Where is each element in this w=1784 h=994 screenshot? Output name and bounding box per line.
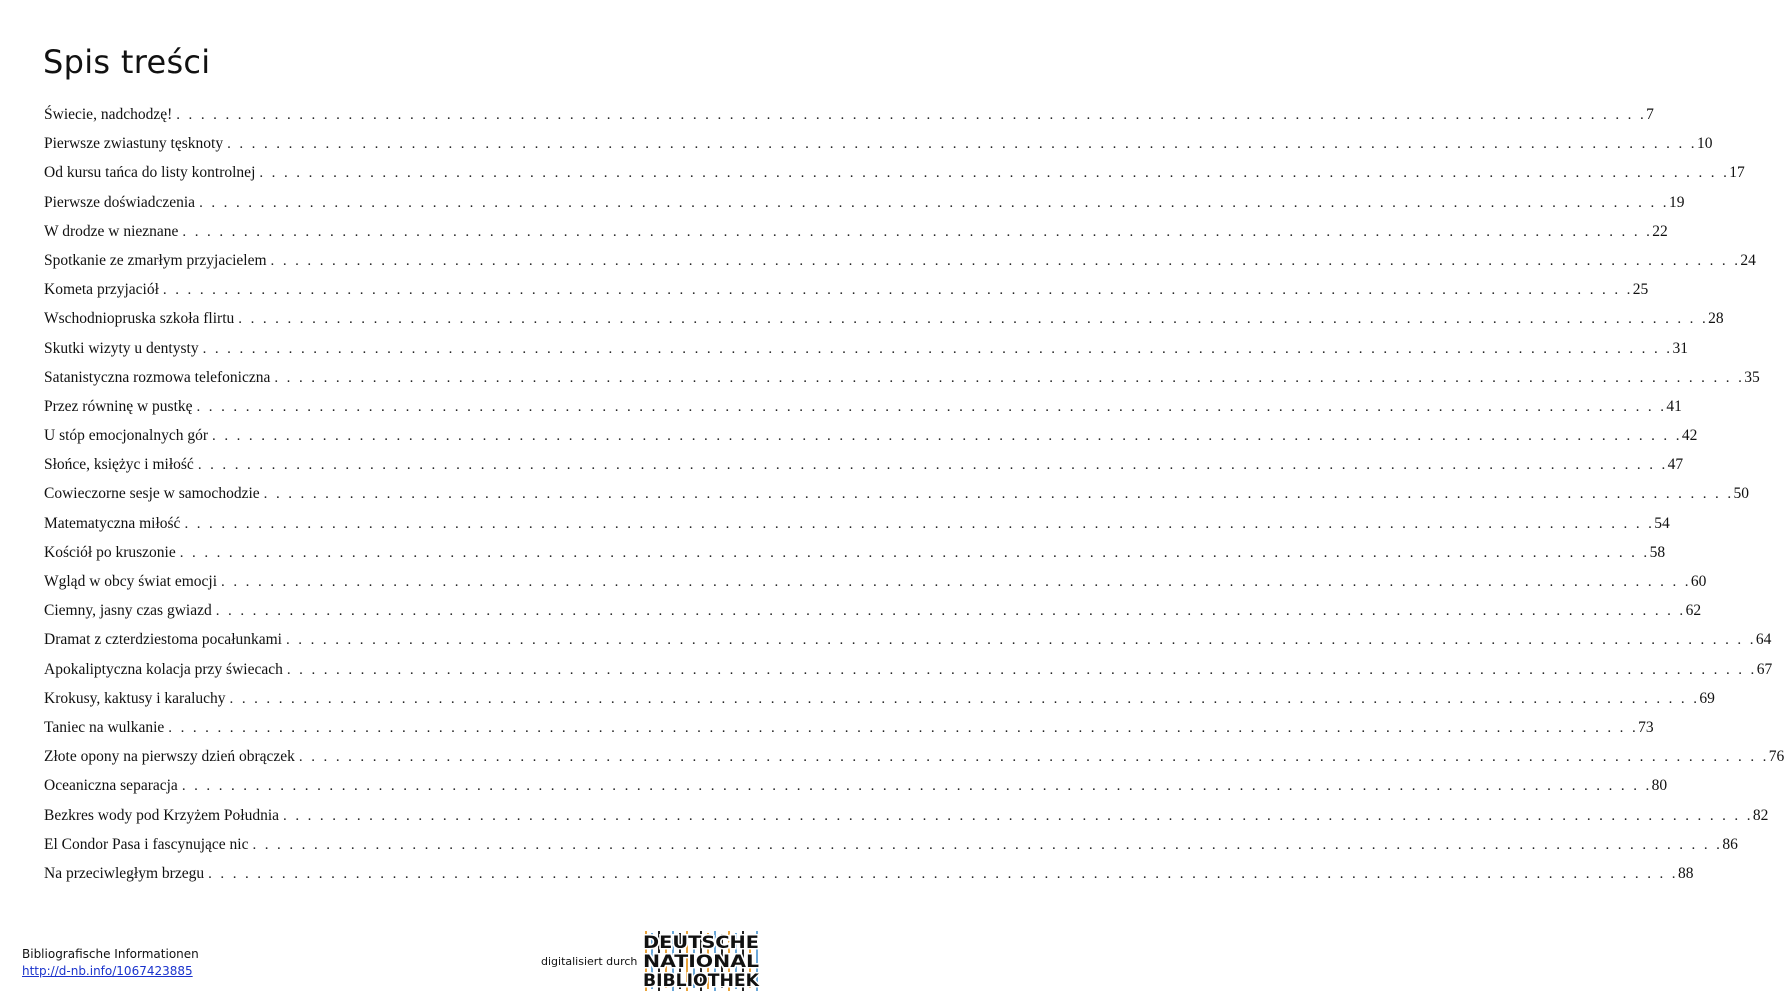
bibliographic-label: Bibliografische Informationen (22, 947, 199, 961)
toc-entry-title: Krokusy, kaktusy i karaluchy (44, 689, 226, 707)
toc-leader-dots: . . . . . . . . . . . . . . . . . . . . . . . . . . . . . . . . . . . . . . . . . . . . . . . . . . . . . . . . . . . . . . . . . . . . . . . . . . . . . . . . . . . . . . . . . . . . . . . . . . . . . . . . . . . . . . . . . . . . . . . . (227, 136, 1697, 153)
toc-leader-dots: . . . . . . . . . . . . . . . . . . . . . . . . . . . . . . . . . . . . . . . . . . . . . . . . . . . . . . . . . . . . . . . . . . . . . . . . . . . . . . . . . . . . . . . . . . . . . . . . . . . . . . . . . . . . . . . . . . . . . . . . (202, 340, 1673, 357)
toc-entry-page: 54 (1654, 514, 1670, 532)
toc-entry-page: 60 (1690, 573, 1707, 590)
toc-entry (44, 106, 1654, 135)
toc-entry-page: 42 (1681, 427, 1698, 445)
toc-entry (44, 718, 1654, 748)
toc-entry-page: 76 (1768, 748, 1784, 766)
bibliographic-info (22, 946, 199, 980)
table-of-contents (44, 106, 1784, 894)
toc-entry-title: Wschodniopruska szkoła flirtu (44, 310, 235, 328)
toc-entry (44, 835, 1738, 865)
toc-entry-title: U stóp emocjonalnych gór (44, 427, 209, 445)
toc-entry-page: 82 (1752, 806, 1769, 824)
toc-leader-dots: . . . . . . . . . . . . . . . . . . . . . . . . . . . . . . . . . . . . . . . . . . . . . . . . . . . . . . . . . . . . . . . . . . . . . . . . . . . . . . . . . . . . . . . . . . . . . . . . . . . . . . . . . . . . . . . . . . . . . . . . (263, 486, 1734, 503)
toc-entry-page: 28 (1708, 310, 1724, 328)
digitized-by-label: digitalisiert durch (541, 955, 638, 968)
toc-entry-title: Dramat z czterdziestoma pocałunkami (44, 631, 282, 649)
logo-line-deutsche: DEUTSCHE (643, 933, 759, 953)
toc-entry-page: 69 (1699, 689, 1715, 707)
toc-entry (44, 251, 1756, 281)
toc-entry-page: 7 (1646, 106, 1654, 123)
toc-leader-dots: . . . . . . . . . . . . . . . . . . . . . . . . . . . . . . . . . . . . . . . . . . . . . . . . . . . . . . . . . . . . . . . . . . . . . . . . . . . . . . . . . . . . . . . . . . . . . . . . . . . . . . . . . . . . . . . . . . . . . . . . (212, 428, 1682, 445)
toc-entry-title: Na przeciwległym brzegu (44, 864, 205, 882)
toc-entry-page: 62 (1685, 602, 1702, 620)
logo-line-national: NATIONAL (643, 952, 760, 972)
toc-entry-page: 67 (1756, 660, 1773, 678)
toc-entry-page: 86 (1722, 835, 1738, 853)
toc-entry-page: 41 (1666, 397, 1682, 415)
toc-entry-title: Apokaliptyczna kolacja przy świecach (44, 660, 283, 678)
toc-leader-dots: . . . . . . . . . . . . . . . . . . . . . . . . . . . . . . . . . . . . . . . . . . . . . . . . . . . . . . . . . . . . . . . . . . . . . . . . . . . . . . . . . . . . . . . . . . . . . . . . . . . . . . . . . . . . . . . . . . . . . . . . (215, 603, 1686, 620)
toc-entry (44, 193, 1685, 223)
toc-entry-title: Satanistyczna rozmowa telefoniczna (44, 368, 271, 386)
toc-entry-title: El Condor Pasa i fascynujące nic (44, 835, 249, 853)
toc-entry-title: Od kursu tańca do listy kontrolnej (44, 164, 256, 182)
toc-entry-title: Przez równinę w pustkę (44, 397, 193, 415)
toc-leader-dots: . . . . . . . . . . . . . . . . . . . . . . . . . . . . . . . . . . . . . . . . . . . . . . . . . . . . . . . . . . . . . . . . . . . . . . . . . . . . . . . . . . . . . . . . . . . . . . . . . . . . . . . . . . . . . . . . . . . . . . . . (283, 807, 1753, 824)
toc-entry (44, 222, 1668, 252)
toc-entry (44, 514, 1670, 544)
toc-entry-page: 31 (1672, 339, 1688, 357)
logo-line-bibliothek: BIBLIOTHEK (643, 971, 760, 991)
toc-entry-title: Pierwsze zwiastuny tęsknoty (44, 135, 224, 153)
toc-leader-dots: . . . . . . . . . . . . . . . . . . . . . . . . . . . . . . . . . . . . . . . . . . . . . . . . . . . . . . . . . . . . . . . . . . . . . . . . . . . . . . . . . . . . . . . . . . . . . . . . . . . . . . . . . . . . . . . . . . . . . . . . (182, 223, 1653, 240)
toc-entry-title: Taniec na wulkanie (44, 718, 165, 736)
toc-entry-page: 17 (1729, 164, 1745, 182)
toc-entry (44, 164, 1745, 193)
toc-entry-page: 47 (1667, 456, 1684, 474)
toc-entry (44, 427, 1698, 456)
toc-entry (44, 602, 1702, 631)
toc-entry (44, 135, 1713, 164)
toc-entry-title: Świecie, nadchodzę! (44, 106, 173, 123)
toc-entry (44, 368, 1760, 398)
toc-entry-page: 64 (1755, 631, 1772, 649)
toc-entry-page: 10 (1696, 135, 1713, 153)
toc-entry-title: Bezkres wody pod Krzyżem Południa (44, 806, 280, 824)
toc-entry-page: 22 (1652, 222, 1668, 240)
toc-entry (44, 748, 1784, 777)
toc-leader-dots: . . . . . . . . . . . . . . . . . . . . . . . . . . . . . . . . . . . . . . . . . . . . . . . . . . . . . . . . . . . . . . . . . . . . . . . . . . . . . . . . . . . . . . . . . . . . . . . . . . . . . . . . . . . . . . . . . . . . . . . . (286, 661, 1757, 678)
toc-leader-dots: . . . . . . . . . . . . . . . . . . . . . . . . . . . . . . . . . . . . . . . . . . . . . . . . . . . . . . . . . . . . . . . . . . . . . . . . . . . . . . . . . . . . . . . . . . . . . . . . . . . . . . . . . . . . . . . . . . . . . . . . (238, 311, 1709, 328)
toc-entry-title: Pierwsze doświadczenia (44, 193, 196, 211)
toc-leader-dots: . . . . . . . . . . . . . . . . . . . . . . . . . . . . . . . . . . . . . . . . . . . . . . . . . . . . . . . . . . . . . . . . . . . . . . . . . . . . . . . . . . . . . . . . . . . . . . . . . . . . . . . . . . . . . . . . . . . . . . . . (221, 574, 1691, 590)
toc-entry (44, 689, 1715, 719)
toc-leader-dots: . . . . . . . . . . . . . . . . . . . . . . . . . . . . . . . . . . . . . . . . . . . . . . . . . . . . . . . . . . . . . . . . . . . . . . . . . . . . . . . . . . . . . . . . . . . . . . . . . . . . . . . . . . . . . . . . . . . . . . . . (196, 398, 1667, 415)
toc-entry (44, 310, 1724, 339)
toc-leader-dots: . . . . . . . . . . . . . . . . . . . . . . . . . . . . . . . . . . . . . . . . . . . . . . . . . . . . . . . . . . . . . . . . . . . . . . . . . . . . . . . . . . . . . . . . . . . . . . . . . . . . . . . . . . . . . . . . . . . . . . . . (252, 836, 1723, 853)
toc-entry (44, 543, 1666, 573)
toc-leader-dots: . . . . . . . . . . . . . . . . . . . . . . . . . . . . . . . . . . . . . . . . . . . . . . . . . . . . . . . . . . . . . . . . . . . . . . . . . . . . . . . . . . . . . . . . . . . . . . . . . . . . . . . . . . . . . . . . . . . . . . . . (229, 690, 1700, 707)
toc-entry (44, 777, 1668, 806)
toc-entry (44, 397, 1682, 427)
toc-entry (44, 485, 1749, 514)
toc-leader-dots: . . . . . . . . . . . . . . . . . . . . . . . . . . . . . . . . . . . . . . . . . . . . . . . . . . . . . . . . . . . . . . . . . . . . . . . . . . . . . . . . . . . . . . . . . . . . . . . . . . . . . . . . . . . . . . . . . . . . . . . . (162, 282, 1633, 299)
toc-entry-title: W drodze w nieznane (44, 222, 179, 240)
toc-entry-title: Cowieczorne sesje w samochodzie (44, 485, 260, 503)
toc-entry-page: 25 (1632, 281, 1649, 299)
toc-entry-title: Wgląd w obcy świat emocji (44, 573, 218, 590)
toc-leader-dots: . . . . . . . . . . . . . . . . . . . . . . . . . . . . . . . . . . . . . . . . . . . . . . . . . . . . . . . . . . . . . . . . . . . . . . . . . . . . . . . . . . . . . . . . . . . . . . . . . . . . . . . . . . . . . . . . . . . . . . . . (197, 457, 1668, 474)
toc-entry-title: Oceaniczna separacja (44, 777, 178, 795)
toc-entry-page: 58 (1649, 543, 1666, 561)
toc-entry-title: Matematyczna miłość (44, 514, 181, 532)
bibliographic-link[interactable]: http://d-nb.info/1067423885 (22, 964, 193, 978)
toc-entry-title: Słońce, księżyc i miłość (44, 456, 194, 474)
toc-entry-title: Skutki wizyty u dentysty (44, 339, 199, 357)
toc-entry (44, 660, 1773, 690)
toc-entry-page: 80 (1651, 777, 1668, 795)
toc-leader-dots: . . . . . . . . . . . . . . . . . . . . . . . . . . . . . . . . . . . . . . . . . . . . . . . . . . . . . . . . . . . . . . . . . . . . . . . . . . . . . . . . . . . . . . . . . . . . . . . . . . . . . . . . . . . . . . . . . . . . . . . . (199, 194, 1669, 211)
toc-entry (44, 456, 1684, 485)
toc-entry-title: Ciemny, jasny czas gwiazd (44, 602, 212, 620)
toc-entry (44, 864, 1694, 894)
dnb-logo (640, 931, 762, 991)
toc-entry-title: Spotkanie ze zmarłym przyjacielem (44, 251, 267, 269)
toc-entry (44, 281, 1649, 310)
toc-entry-page: 50 (1733, 485, 1749, 503)
toc-leader-dots: . . . . . . . . . . . . . . . . . . . . . . . . . . . . . . . . . . . . . . . . . . . . . . . . . . . . . . . . . . . . . . . . . . . . . . . . . . . . . . . . . . . . . . . . . . . . . . . . . . . . . . . . . . . . . . . . . . . . . . . . (208, 865, 1678, 882)
toc-entry-page: 35 (1744, 368, 1760, 386)
toc-leader-dots: . . . . . . . . . . . . . . . . . . . . . . . . . . . . . . . . . . . . . . . . . . . . . . . . . . . . . . . . . . . . . . . . . . . . . . . . . . . . . . . . . . . . . . . . . . . . . . . . . . . . . . . . . . . . . . . . . . . . . . . . (286, 632, 1756, 649)
toc-entry-title: Złote opony na pierwszy dzień obrączek (44, 748, 295, 766)
toc-leader-dots: . . . . . . . . . . . . . . . . . . . . . . . . . . . . . . . . . . . . . . . . . . . . . . . . . . . . . . . . . . . . . . . . . . . . . . . . . . . . . . . . . . . . . . . . . . . . . . . . . . . . . . . . . . . . . . . . . . . . . . . . (184, 515, 1655, 532)
toc-leader-dots: . . . . . . . . . . . . . . . . . . . . . . . . . . . . . . . . . . . . . . . . . . . . . . . . . . . . . . . . . . . . . . . . . . . . . . . . . . . . . . . . . . . . . . . . . . . . . . . . . . . . . . . . . . . . . . . . . . . . . . . . (176, 107, 1647, 123)
toc-entry (44, 339, 1688, 369)
toc-entry-page: 24 (1740, 251, 1756, 269)
toc-entry (44, 631, 1772, 660)
toc-entry-title: Kometa przyjaciół (44, 281, 159, 299)
toc-leader-dots: . . . . . . . . . . . . . . . . . . . . . . . . . . . . . . . . . . . . . . . . . . . . . . . . . . . . . . . . . . . . . . . . . . . . . . . . . . . . . . . . . . . . . . . . . . . . . . . . . . . . . . . . . . . . . . . . . . . . . . . . (298, 749, 1769, 766)
toc-leader-dots: . . . . . . . . . . . . . . . . . . . . . . . . . . . . . . . . . . . . . . . . . . . . . . . . . . . . . . . . . . . . . . . . . . . . . . . . . . . . . . . . . . . . . . . . . . . . . . . . . . . . . . . . . . . . . . . . . . . . . . . . (259, 165, 1730, 182)
toc-leader-dots: . . . . . . . . . . . . . . . . . . . . . . . . . . . . . . . . . . . . . . . . . . . . . . . . . . . . . . . . . . . . . . . . . . . . . . . . . . . . . . . . . . . . . . . . . . . . . . . . . . . . . . . . . . . . . . . . . . . . . . . . (274, 369, 1745, 386)
toc-entry-page: 19 (1668, 193, 1685, 211)
toc-leader-dots: . . . . . . . . . . . . . . . . . . . . . . . . . . . . . . . . . . . . . . . . . . . . . . . . . . . . . . . . . . . . . . . . . . . . . . . . . . . . . . . . . . . . . . . . . . . . . . . . . . . . . . . . . . . . . . . . . . . . . . . . (270, 252, 1741, 269)
toc-entry (44, 806, 1769, 836)
toc-leader-dots: . . . . . . . . . . . . . . . . . . . . . . . . . . . . . . . . . . . . . . . . . . . . . . . . . . . . . . . . . . . . . . . . . . . . . . . . . . . . . . . . . . . . . . . . . . . . . . . . . . . . . . . . . . . . . . . . . . . . . . . . (179, 544, 1650, 561)
toc-leader-dots: . . . . . . . . . . . . . . . . . . . . . . . . . . . . . . . . . . . . . . . . . . . . . . . . . . . . . . . . . . . . . . . . . . . . . . . . . . . . . . . . . . . . . . . . . . . . . . . . . . . . . . . . . . . . . . . . . . . . . . . . (181, 778, 1652, 795)
toc-leader-dots: . . . . . . . . . . . . . . . . . . . . . . . . . . . . . . . . . . . . . . . . . . . . . . . . . . . . . . . . . . . . . . . . . . . . . . . . . . . . . . . . . . . . . . . . . . . . . . . . . . . . . . . . . . . . . . . . . . . . . . . . (168, 719, 1639, 736)
page-title: Spis treści (43, 43, 211, 82)
toc-entry-page: 88 (1677, 864, 1694, 882)
toc-entry (44, 573, 1707, 602)
toc-entry-title: Kościół po kruszonie (44, 543, 176, 561)
toc-entry-page: 73 (1638, 718, 1654, 736)
